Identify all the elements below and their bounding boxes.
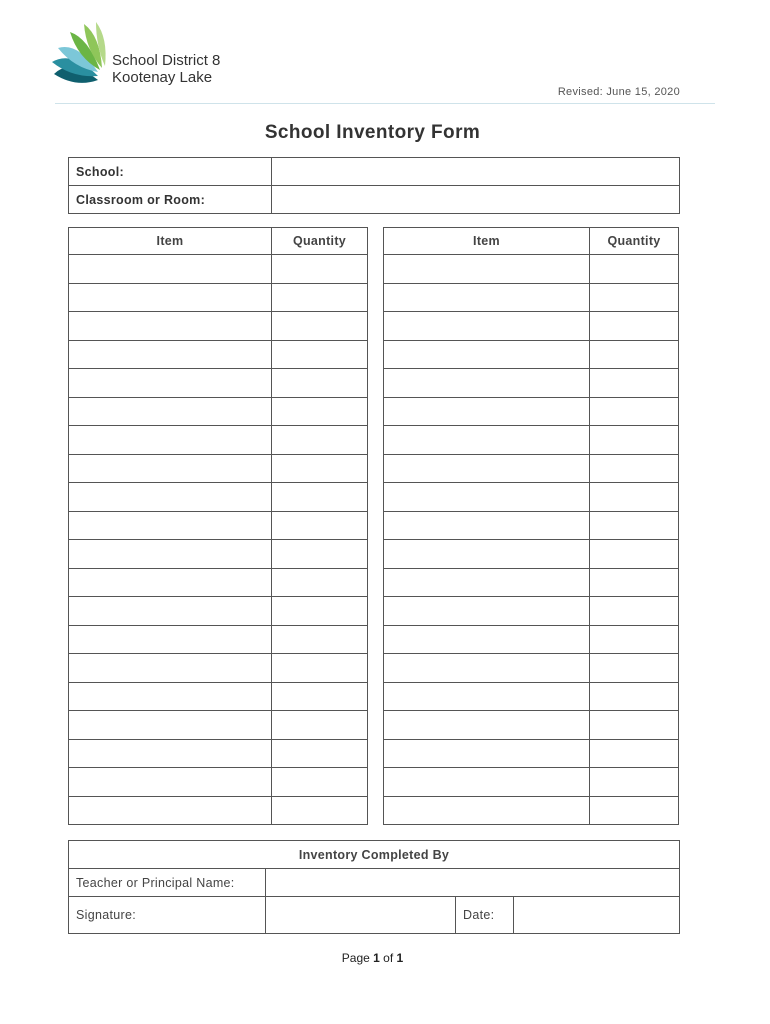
inventory-header-row bbox=[69, 228, 368, 255]
date-label: Date: bbox=[456, 897, 514, 934]
quantity-cell[interactable] bbox=[590, 340, 679, 369]
item-cell[interactable] bbox=[69, 711, 272, 740]
quantity-cell[interactable] bbox=[272, 255, 368, 284]
item-cell[interactable] bbox=[384, 312, 590, 341]
item-cell[interactable] bbox=[384, 682, 590, 711]
quantity-cell[interactable] bbox=[272, 511, 368, 540]
quantity-cell[interactable] bbox=[590, 426, 679, 455]
inventory-row bbox=[69, 540, 368, 569]
inventory-row bbox=[69, 255, 368, 284]
inventory-row bbox=[384, 369, 679, 398]
item-cell[interactable] bbox=[69, 426, 272, 455]
quantity-cell[interactable] bbox=[272, 597, 368, 626]
page-word: Page bbox=[341, 951, 370, 965]
date-field[interactable] bbox=[514, 897, 680, 934]
signature-label: Signature: bbox=[69, 897, 266, 934]
inventory-row bbox=[384, 283, 679, 312]
quantity-cell[interactable] bbox=[272, 397, 368, 426]
item-cell[interactable] bbox=[69, 511, 272, 540]
inventory-row bbox=[384, 682, 679, 711]
item-cell[interactable] bbox=[384, 540, 590, 569]
quantity-cell[interactable] bbox=[590, 454, 679, 483]
item-header: Item bbox=[384, 228, 590, 255]
item-cell[interactable] bbox=[384, 654, 590, 683]
item-cell[interactable] bbox=[384, 283, 590, 312]
item-cell[interactable] bbox=[69, 739, 272, 768]
inventory-row bbox=[69, 283, 368, 312]
completed-by-header: Inventory Completed By bbox=[69, 841, 680, 869]
inventory-row bbox=[384, 511, 679, 540]
quantity-cell[interactable] bbox=[272, 340, 368, 369]
item-cell[interactable] bbox=[69, 654, 272, 683]
quantity-header: Quantity bbox=[272, 228, 368, 255]
quantity-cell[interactable] bbox=[272, 739, 368, 768]
name-field[interactable] bbox=[266, 869, 680, 897]
of-word: of bbox=[383, 951, 394, 965]
inventory-row bbox=[384, 768, 679, 797]
inventory-row bbox=[69, 739, 368, 768]
item-cell[interactable] bbox=[69, 682, 272, 711]
inventory-row bbox=[384, 654, 679, 683]
quantity-cell[interactable] bbox=[590, 711, 679, 740]
quantity-cell[interactable] bbox=[272, 625, 368, 654]
page-footer bbox=[0, 951, 745, 965]
room-row bbox=[69, 186, 680, 214]
logo-leaves-icon bbox=[48, 22, 110, 92]
item-cell[interactable] bbox=[384, 511, 590, 540]
inventory-row bbox=[384, 796, 679, 825]
inventory-row bbox=[384, 483, 679, 512]
inventory-row bbox=[384, 568, 679, 597]
item-cell[interactable] bbox=[69, 796, 272, 825]
item-cell[interactable] bbox=[384, 255, 590, 284]
inventory-row bbox=[69, 340, 368, 369]
item-cell[interactable] bbox=[384, 568, 590, 597]
inventory-table-right bbox=[383, 227, 679, 825]
quantity-cell[interactable] bbox=[272, 768, 368, 797]
room-label: Classroom or Room: bbox=[69, 186, 272, 214]
item-cell[interactable] bbox=[384, 711, 590, 740]
quantity-cell[interactable] bbox=[272, 454, 368, 483]
inventory-row bbox=[69, 511, 368, 540]
item-cell[interactable] bbox=[69, 312, 272, 341]
item-cell[interactable] bbox=[69, 597, 272, 626]
quantity-cell[interactable] bbox=[590, 625, 679, 654]
inventory-row bbox=[69, 682, 368, 711]
quantity-cell[interactable] bbox=[590, 255, 679, 284]
item-cell[interactable] bbox=[69, 255, 272, 284]
inventory-row bbox=[384, 625, 679, 654]
inventory-row bbox=[69, 568, 368, 597]
item-cell[interactable] bbox=[69, 568, 272, 597]
item-header: Item bbox=[69, 228, 272, 255]
inventory-row bbox=[384, 454, 679, 483]
inventory-row bbox=[384, 397, 679, 426]
item-cell[interactable] bbox=[69, 340, 272, 369]
item-cell[interactable] bbox=[384, 454, 590, 483]
inventory-row bbox=[384, 597, 679, 626]
item-cell[interactable] bbox=[384, 426, 590, 455]
signature-field[interactable] bbox=[266, 897, 456, 934]
inventory-header-row bbox=[384, 228, 679, 255]
quantity-cell[interactable] bbox=[272, 540, 368, 569]
logo-line-2: Kootenay Lake bbox=[112, 69, 213, 86]
logo-text bbox=[112, 52, 220, 86]
quantity-cell[interactable] bbox=[590, 568, 679, 597]
quantity-cell[interactable] bbox=[272, 796, 368, 825]
school-field[interactable] bbox=[272, 158, 680, 186]
header-divider bbox=[55, 103, 715, 104]
district-logo bbox=[48, 22, 228, 92]
item-cell[interactable] bbox=[384, 397, 590, 426]
school-info-table bbox=[68, 157, 680, 214]
quantity-cell[interactable] bbox=[590, 312, 679, 341]
item-cell[interactable] bbox=[384, 796, 590, 825]
item-cell[interactable] bbox=[384, 483, 590, 512]
revised-date: Revised: June 15, 2020 bbox=[557, 86, 680, 98]
inventory-row bbox=[384, 711, 679, 740]
quantity-cell[interactable] bbox=[272, 483, 368, 512]
quantity-cell[interactable] bbox=[272, 283, 368, 312]
page-total: 1 bbox=[396, 951, 404, 965]
inventory-row bbox=[384, 540, 679, 569]
item-cell[interactable] bbox=[384, 739, 590, 768]
quantity-cell[interactable] bbox=[272, 426, 368, 455]
quantity-cell[interactable] bbox=[590, 397, 679, 426]
inventory-row bbox=[69, 454, 368, 483]
inventory-row bbox=[69, 483, 368, 512]
inventory-row bbox=[69, 397, 368, 426]
logo-line-1: School District 8 bbox=[112, 52, 221, 69]
quantity-cell[interactable] bbox=[590, 768, 679, 797]
quantity-cell[interactable] bbox=[590, 540, 679, 569]
inventory-row bbox=[69, 312, 368, 341]
quantity-cell[interactable] bbox=[272, 568, 368, 597]
quantity-cell[interactable] bbox=[590, 483, 679, 512]
school-label: School: bbox=[69, 158, 272, 186]
inventory-row bbox=[69, 426, 368, 455]
quantity-cell[interactable] bbox=[590, 283, 679, 312]
item-cell[interactable] bbox=[384, 768, 590, 797]
quantity-cell[interactable] bbox=[590, 682, 679, 711]
item-cell[interactable] bbox=[69, 768, 272, 797]
quantity-cell[interactable] bbox=[272, 369, 368, 398]
item-cell[interactable] bbox=[69, 625, 272, 654]
name-label: Teacher or Principal Name: bbox=[69, 869, 266, 897]
quantity-cell[interactable] bbox=[590, 739, 679, 768]
quantity-cell[interactable] bbox=[272, 682, 368, 711]
room-field[interactable] bbox=[272, 186, 680, 214]
name-row bbox=[69, 869, 680, 897]
completed-header-row bbox=[69, 841, 680, 869]
inventory-row bbox=[384, 255, 679, 284]
inventory-row bbox=[69, 369, 368, 398]
page-title: School Inventory Form bbox=[264, 122, 481, 143]
quantity-cell[interactable] bbox=[590, 654, 679, 683]
completed-by-table bbox=[68, 840, 680, 934]
inventory-table-left bbox=[68, 227, 368, 825]
quantity-cell[interactable] bbox=[272, 312, 368, 341]
inventory-row bbox=[69, 796, 368, 825]
item-cell[interactable] bbox=[69, 283, 272, 312]
item-cell[interactable] bbox=[69, 540, 272, 569]
inventory-row bbox=[384, 426, 679, 455]
item-cell[interactable] bbox=[384, 625, 590, 654]
quantity-header: Quantity bbox=[590, 228, 679, 255]
item-cell[interactable] bbox=[69, 483, 272, 512]
item-cell[interactable] bbox=[384, 369, 590, 398]
inventory-row bbox=[69, 597, 368, 626]
item-cell[interactable] bbox=[384, 597, 590, 626]
quantity-cell[interactable] bbox=[272, 711, 368, 740]
inventory-row bbox=[69, 654, 368, 683]
quantity-cell[interactable] bbox=[590, 511, 679, 540]
item-cell[interactable] bbox=[384, 340, 590, 369]
quantity-cell[interactable] bbox=[590, 597, 679, 626]
inventory-row bbox=[69, 625, 368, 654]
inventory-row bbox=[384, 312, 679, 341]
signature-row bbox=[69, 897, 680, 934]
inventory-row bbox=[384, 739, 679, 768]
inventory-row bbox=[384, 340, 679, 369]
inventory-row bbox=[69, 768, 368, 797]
quantity-cell[interactable] bbox=[590, 796, 679, 825]
school-row bbox=[69, 158, 680, 186]
quantity-cell[interactable] bbox=[590, 369, 679, 398]
item-cell[interactable] bbox=[69, 369, 272, 398]
page-current: 1 bbox=[373, 951, 380, 965]
item-cell[interactable] bbox=[69, 397, 272, 426]
inventory-row bbox=[69, 711, 368, 740]
item-cell[interactable] bbox=[69, 454, 272, 483]
quantity-cell[interactable] bbox=[272, 654, 368, 683]
